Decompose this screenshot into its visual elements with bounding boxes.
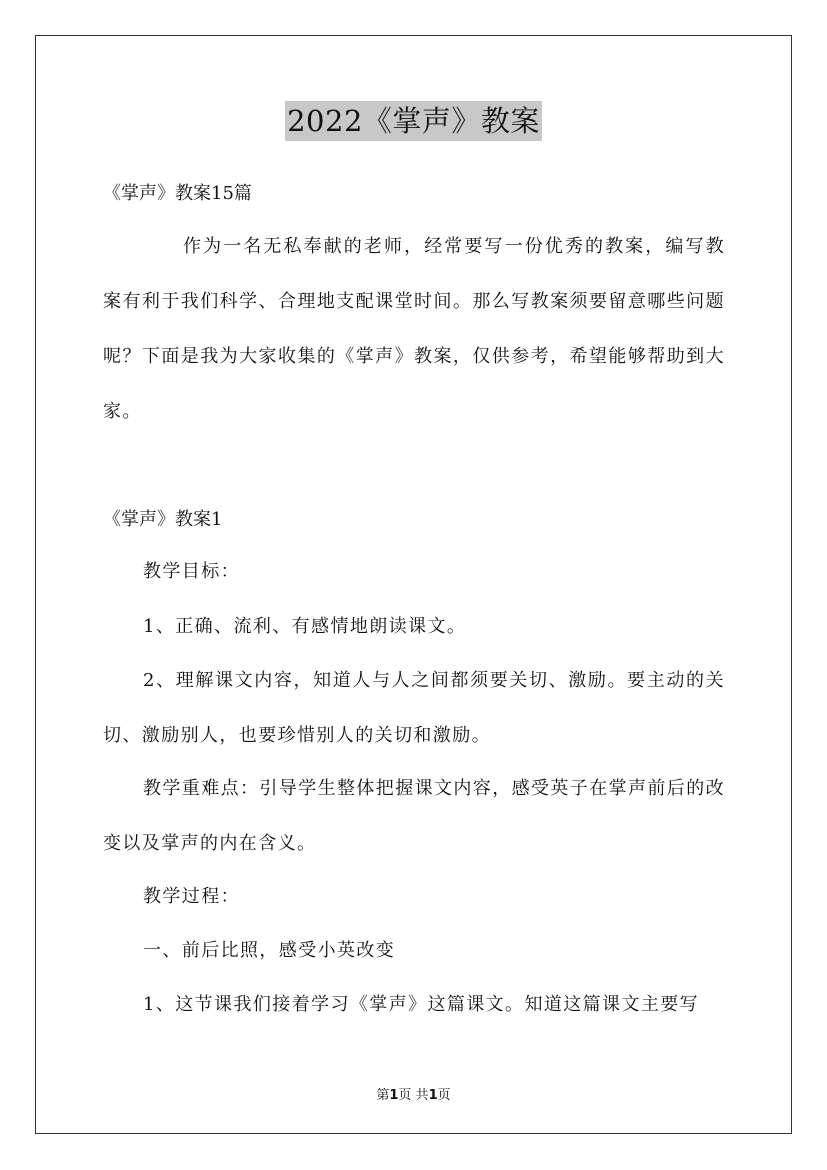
goal-item-2: 2、理解课文内容，知道人与人之间都须要关切、激励。要主动的关切、激励别人，也要珍惜别人的关切和激励。 xyxy=(103,670,725,746)
document-subtitle: 《掌声》教案15篇 xyxy=(103,183,252,204)
process-label: 教学过程： xyxy=(143,886,240,907)
intro-paragraph: 作为一名无私奉献的老师，经常要写一份优秀的教案，编写教案有利于我们科学、合理地支配课堂时间。那么写教案须要留意哪些问题呢？下面是我为大家收集的《掌声》教案，仅供参考，希望能够帮助到大家。 xyxy=(103,236,725,422)
section-heading: 《掌声》教案1 xyxy=(103,509,223,530)
goals-label: 教学目标： xyxy=(143,561,240,582)
document-title: 2022《掌声》教案 xyxy=(285,101,542,141)
footer-suffix: 页 xyxy=(437,1088,451,1103)
page-footer xyxy=(0,1084,827,1103)
footer-page-total: 1 xyxy=(428,1088,438,1103)
title-wrap xyxy=(0,101,827,141)
footer-page-number: 1 xyxy=(389,1088,399,1103)
goal-item-1: 1、正确、流利、有感情地朗读课文。 xyxy=(143,616,467,637)
step-one-heading: 一、前后比照，感受小英改变 xyxy=(143,940,396,961)
footer-prefix: 第 xyxy=(376,1088,390,1103)
key-points-paragraph: 教学重难点：引导学生整体把握课文内容，感受英子在掌声前后的改变以及掌声的内在含义。 xyxy=(103,778,725,854)
footer-mid: 页 共 xyxy=(398,1088,429,1103)
step-one-item-1: 1、这节课我们接着学习《掌声》这篇课文。知道这篇课文主要写 xyxy=(143,994,700,1015)
